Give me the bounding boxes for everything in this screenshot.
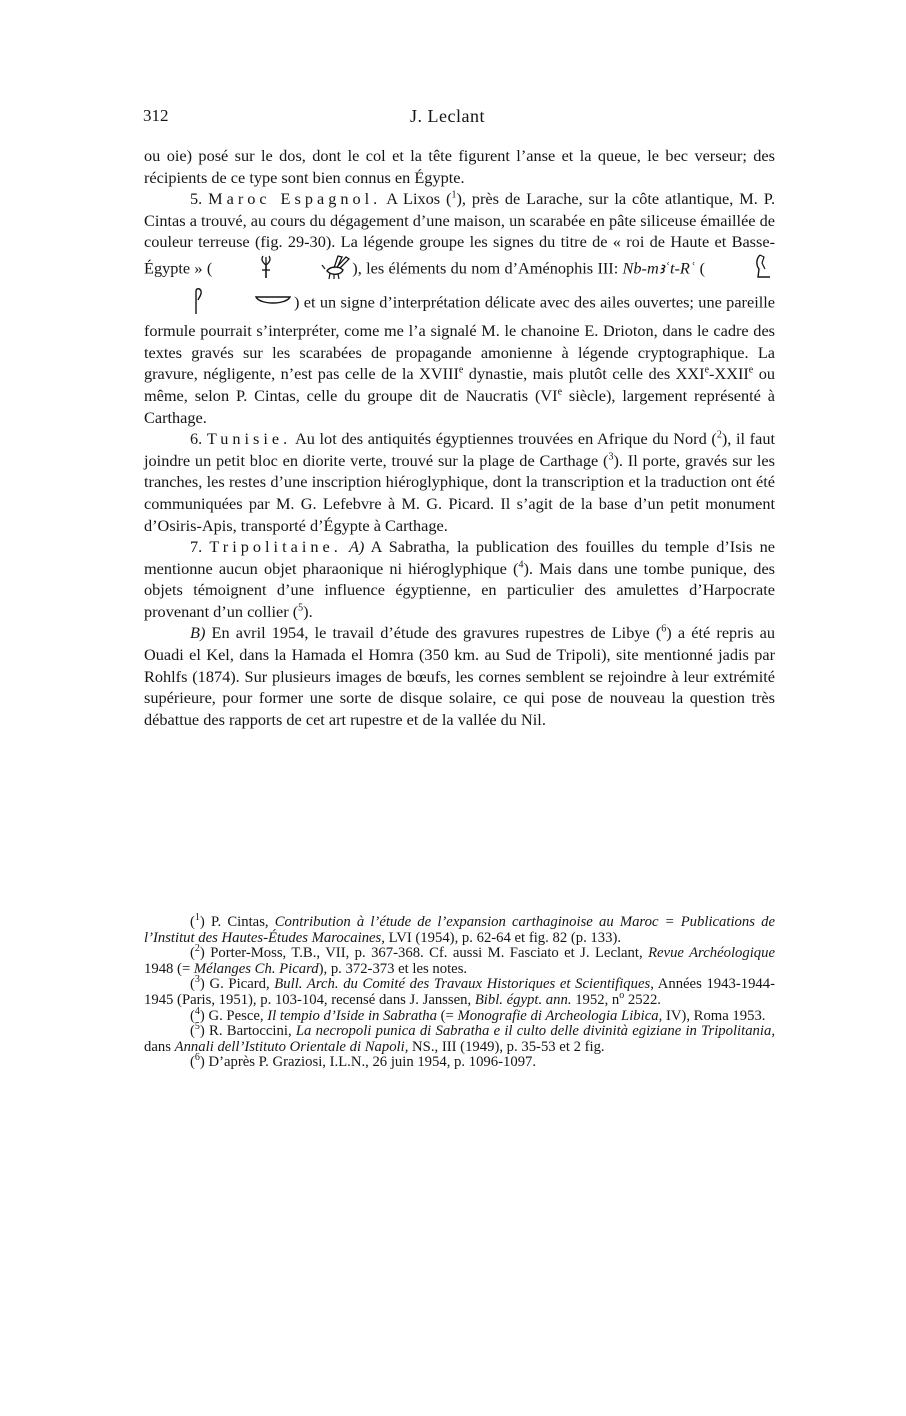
running-head: J. Leclant xyxy=(410,106,485,126)
footnote-ref-2[interactable]: 2 xyxy=(716,429,722,441)
main-text xyxy=(144,145,775,730)
footnote-5: ($^5$) R. Bartoccini, La necropoli punica di Sabratha e il culto delle divinità egiziane in Tripolitania, dans Annali dell’Istituto Orientale di Napoli, NS., III (1949), p. 35-53 et 2 fig. xyxy=(144,1021,775,1055)
paragraph-maroc: 5. Maroc Espagnol. A Lixos ($^1$), près de Larache, sur la côte atlantique, M. P. Cintas a trouvé, au cours du dégagement d’une maison, un scarabée en pâte siliceuse émaillée de couleur terreuse (fig. 29-30). La légende groupe les signes du titre de « roi de Haute et Basse-Égypte » ( ), les éléments du nom d’Aménophis III: Nb-mꜣʿt-Rʿ () et un signe d’interprétation délicate avec des ailes ouvertes; une pareille formule pourrait s’interpréter, come me l’a signalé M. le chanoine E. Drioton, dans le cadre des textes gravés sur les scarabées de propagande amonienne à légende cryptographique. La gravure, négligente, n’est pas celle de la XVIIIe dynastie, mais plutôt celle des XXIe-XXIIe ou même, selon P. Cintas, celle du groupe dit de Naucratis (VIe siècle), largement représenté à Carthage. xyxy=(144,189,776,427)
page-number: 312 xyxy=(143,106,169,125)
section-heading-tripolitaine: Tripolitaine. xyxy=(209,537,342,557)
footnote-6: ($^6$) D’après P. Graziosi, I.L.N., 26 juin 1954, p. 1096-1097. xyxy=(190,1052,537,1071)
paragraph-continuation: ou oie) posé sur le dos, dont le col et la tête figurent l’anse et la queue, le bec verseur; des récipients de ce type sont bien connus en Égypte. xyxy=(144,146,775,187)
sedge-hieroglyph-icon xyxy=(213,255,273,285)
footnote-ref-1[interactable]: 1 xyxy=(451,189,457,201)
footnote-ref-6[interactable]: 6 xyxy=(661,624,667,636)
paragraph-tunisie: 6. Tunisie. Au lot des antiquités égyptiennes trouvées en Afrique du Nord ($^2$), il faut joindre un petit bloc en diorite verte, trouvé sur la plage de Carthage ($^3$). Il porte, gravés sur les tranches, les restes d’une inscription hiéroglyphique, dont la transcription et la traduction ont été communiquées par M. G. Lefebvre à M. G. Picard. Il s’agit de la base d’un petit monument d’Osiris-Apis, transporté d’Égypte à Carthage. xyxy=(144,429,775,535)
section-heading-tunisie: Tunisie. xyxy=(206,429,292,449)
royal-name-transliteration: Nb-mꜣʿt-Rʿ xyxy=(622,258,696,278)
footnote-4: ($^4$) G. Pesce, Il tempio d’Iside in Sabratha (= Monografie di Archeologia Libica, IV), Roma 1953. xyxy=(190,1005,766,1024)
footnote-ref-3[interactable]: 3 xyxy=(608,451,614,463)
footnote-3: ($^3$) G. Picard, Bull. Arch. du Comité des Travaux Historiques et Scientifiques, Années 1943-1944-1945 (Paris, 1951), p. 103-104, recensé dans J. Janssen, Bibl. égypt. ann. 1952, $n^o$ 2522. xyxy=(144,974,775,1008)
paragraph-libye: B) En avril 1954, le travail d’étude des gravures rupestres de Libye ($^6$) a été repris au Ouadi el Kel, dans la Hamada el Homra (350 km. au Sud de Tripoli), site mentionné jadis par Rohlfs (1874). Sur plusieurs images de bœufs, les cornes semblent se rejoindre à leur extrémité supérieure, pour former une sorte de disque solaire, ce qui pose de nouveau la question très débattue des rapports de cet art rupestre et de la vallée du Nil. xyxy=(144,623,775,729)
maat-feather-hieroglyph-icon xyxy=(145,287,205,321)
footnotes xyxy=(144,912,775,1071)
paragraph-tripolitaine: 7. Tripolitaine. A) A Sabratha, la publication des fouilles du temple d’Isis ne mentionne aucun objet pharaonique ni hiéroglyphique ($^4$). Mais dans une tombe punique, des objets témoignent d’une influence égyptienne, en particulier des amulettes d’Harpocrate provenant d’un collier ($^5$). xyxy=(144,537,776,621)
footnote-ref-5[interactable]: 5 xyxy=(298,602,304,614)
bee-hieroglyph-icon xyxy=(275,254,351,286)
footnote-2: ($^2$) Porter-Moss, T.B., VII, p. 367-368. Cf. aussi M. Fasciato et J. Leclant, Revue Archéologique 1948 (= Mélanges Ch. Picard), p. 372-373 et les notes. xyxy=(144,943,775,977)
footnote-ref-4[interactable]: 4 xyxy=(518,559,524,571)
sun-disc-hieroglyph-icon xyxy=(207,293,293,315)
nb-basket-hieroglyph-icon xyxy=(706,253,774,287)
footnote-1: ($^1$) P. Cintas, Contribution à l’étude de l’expansion carthaginoise au Maroc = Publications de l’Institut des Hautes-Études Marocaines, LVI (1954), p. 62-64 et fig. 82 (p. 133). xyxy=(144,912,775,946)
section-heading-maroc: Maroc Espagnol. xyxy=(208,189,382,209)
